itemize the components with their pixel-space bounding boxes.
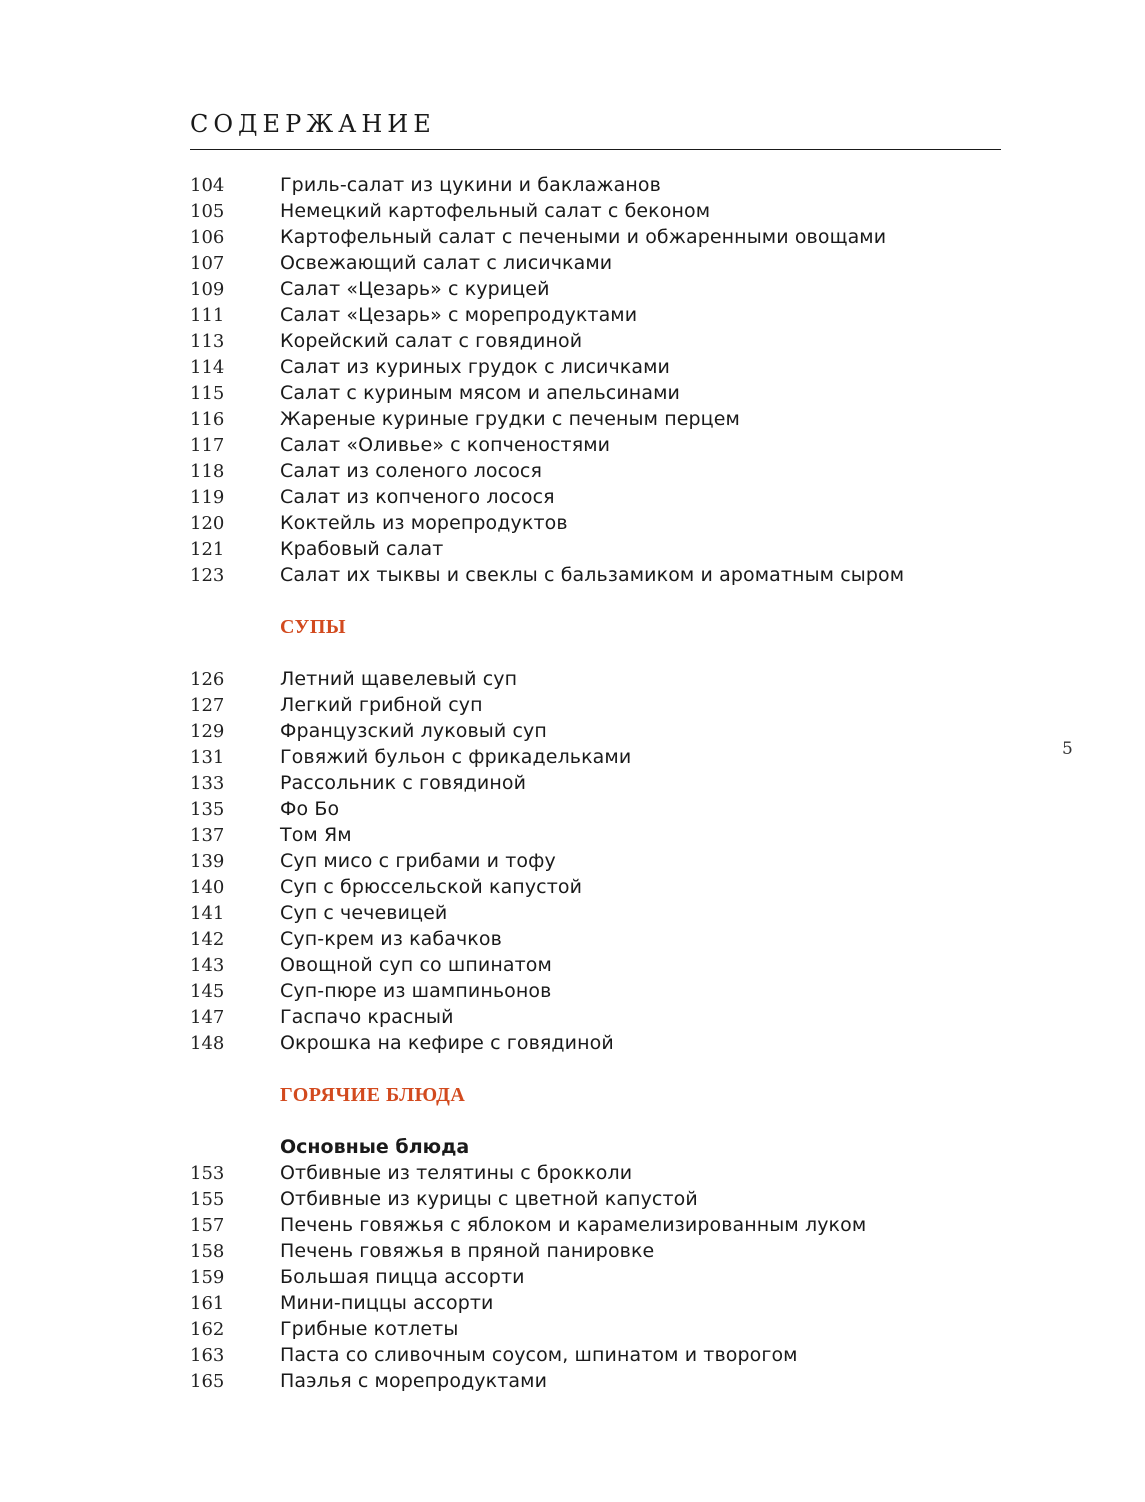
section-heading-soups: СУПЫ: [280, 615, 347, 638]
toc-entry[interactable]: [190, 796, 990, 822]
toc-entry-title: Салат из куриных грудок с лисичками: [280, 356, 670, 378]
toc-entry-page: 104: [190, 174, 225, 196]
toc-list: [190, 172, 990, 1394]
toc-entry-page: 162: [190, 1318, 225, 1340]
toc-entry[interactable]: [190, 770, 990, 796]
toc-entry-title: Освежающий салат с лисичками: [280, 252, 613, 274]
toc-entry-title: Фо Бо: [280, 798, 340, 820]
section-heading-hot-dishes: ГОРЯЧИЕ БЛЮДА: [280, 1083, 466, 1106]
toc-entry[interactable]: [190, 562, 990, 588]
toc-group-salads: [190, 172, 990, 588]
toc-entry-page: 119: [190, 486, 225, 508]
toc-entry-page: 147: [190, 1006, 225, 1028]
toc-entry-title: Картофельный салат с печеными и обжаренными овощами: [280, 226, 887, 248]
toc-entry[interactable]: [190, 952, 990, 978]
toc-entry[interactable]: [190, 666, 990, 692]
toc-entry-title: Отбивные из курицы с цветной капустой: [280, 1188, 698, 1210]
toc-entry-title: Отбивные из телятины с брокколи: [280, 1162, 633, 1184]
toc-entry-title: Овощной суп со шпинатом: [280, 954, 552, 976]
toc-entry-page: 123: [190, 564, 225, 586]
toc-entry-title: Жареные куриные грудки с печеным перцем: [280, 408, 740, 430]
toc-entry-page: 153: [190, 1162, 225, 1184]
toc-entry[interactable]: [190, 1186, 990, 1212]
toc-entry-title: Суп мисо с грибами и тофу: [280, 850, 556, 872]
toc-entry[interactable]: [190, 380, 990, 406]
toc-entry-page: 118: [190, 460, 225, 482]
toc-entry-title: Суп-пюре из шампиньонов: [280, 980, 552, 1002]
toc-entry-title: Паста со сливочным соусом, шпинатом и творогом: [280, 1344, 798, 1366]
toc-entry-title: Грибные котлеты: [280, 1318, 459, 1340]
toc-entry-page: 163: [190, 1344, 225, 1366]
toc-entry-title: Французский луковый суп: [280, 720, 547, 742]
subsection-heading-main-dishes: Основные блюда: [280, 1136, 470, 1158]
toc-entry[interactable]: [190, 978, 990, 1004]
toc-entry[interactable]: [190, 510, 990, 536]
toc-entry-page: 158: [190, 1240, 225, 1262]
toc-entry[interactable]: [190, 874, 990, 900]
toc-group-main-dishes: [190, 1160, 990, 1394]
toc-entry[interactable]: [190, 1030, 990, 1056]
toc-entry[interactable]: [190, 1290, 990, 1316]
toc-entry-title: Большая пицца ассорти: [280, 1266, 525, 1288]
toc-entry-title: Говяжий бульон с фрикадельками: [280, 746, 632, 768]
toc-entry[interactable]: [190, 328, 990, 354]
toc-entry[interactable]: [190, 1368, 990, 1394]
toc-entry-page: 114: [190, 356, 225, 378]
toc-entry-title: Суп с чечевицей: [280, 902, 448, 924]
toc-entry-page: 127: [190, 694, 225, 716]
toc-entry-title: Мини-пиццы ассорти: [280, 1292, 494, 1314]
toc-entry[interactable]: [190, 692, 990, 718]
toc-entry-title: Суп-крем из кабачков: [280, 928, 502, 950]
toc-entry-page: 120: [190, 512, 225, 534]
toc-entry-title: Паэлья с морепродуктами: [280, 1370, 548, 1392]
toc-entry-title: Немецкий картофельный салат с беконом: [280, 200, 711, 222]
toc-entry-title: Рассольник с говядиной: [280, 772, 527, 794]
toc-entry[interactable]: [190, 822, 990, 848]
toc-entry[interactable]: [190, 276, 990, 302]
toc-entry[interactable]: [190, 1342, 990, 1368]
toc-entry[interactable]: [190, 926, 990, 952]
toc-entry-page: 121: [190, 538, 225, 560]
toc-entry-title: Суп с брюссельской капустой: [280, 876, 583, 898]
toc-entry-page: 116: [190, 408, 225, 430]
toc-entry-title: Крабовый салат: [280, 538, 444, 560]
header-rule: [190, 149, 1001, 150]
toc-group-soups: [190, 666, 990, 1056]
toc-entry-page: 157: [190, 1214, 225, 1236]
toc-entry[interactable]: [190, 302, 990, 328]
toc-entry-page: 111: [190, 304, 225, 326]
toc-entry-page: 139: [190, 850, 225, 872]
toc-entry-page: 126: [190, 668, 225, 690]
toc-entry-title: Салат «Цезарь» с морепродуктами: [280, 304, 638, 326]
toc-entry-page: 137: [190, 824, 225, 846]
toc-entry-title: Салат «Оливье» с копченостями: [280, 434, 611, 456]
toc-entry[interactable]: [190, 250, 990, 276]
toc-entry-title: Салат из соленого лосося: [280, 460, 543, 482]
toc-entry[interactable]: [190, 432, 990, 458]
toc-entry-page: 145: [190, 980, 225, 1002]
toc-entry-page: 129: [190, 720, 225, 742]
toc-entry-title: Коктейль из морепродуктов: [280, 512, 568, 534]
toc-entry-page: 105: [190, 200, 225, 222]
toc-entry-title: Гаспачо красный: [280, 1006, 454, 1028]
toc-entry-page: 107: [190, 252, 225, 274]
toc-entry-page: 165: [190, 1370, 225, 1392]
toc-entry[interactable]: [190, 1160, 990, 1186]
toc-entry-title: Корейский салат с говядиной: [280, 330, 583, 352]
toc-entry-page: 117: [190, 434, 225, 456]
toc-entry-title: Гриль-салат из цукини и баклажанов: [280, 174, 661, 196]
toc-entry[interactable]: [190, 224, 990, 250]
page-header: СОДЕРЖАНИЕ: [190, 110, 436, 138]
toc-entry[interactable]: [190, 198, 990, 224]
toc-entry[interactable]: [190, 848, 990, 874]
toc-entry-page: 140: [190, 876, 225, 898]
toc-entry-page: 142: [190, 928, 225, 950]
toc-entry-page: 148: [190, 1032, 225, 1054]
toc-entry-title: Том Ям: [280, 824, 352, 846]
toc-entry-title: Печень говяжья с яблоком и карамелизированным луком: [280, 1214, 867, 1236]
toc-entry[interactable]: [190, 744, 990, 770]
toc-entry-page: 115: [190, 382, 225, 404]
toc-entry[interactable]: [190, 458, 990, 484]
toc-entry-title: Салат их тыквы и свеклы с бальзамиком и ароматным сыром: [280, 564, 905, 586]
toc-entry-page: 109: [190, 278, 225, 300]
toc-entry-page: 159: [190, 1266, 225, 1288]
toc-entry[interactable]: [190, 354, 990, 380]
toc-entry-page: 133: [190, 772, 225, 794]
toc-entry-page: 143: [190, 954, 225, 976]
toc-entry-title: Салат из копченого лосося: [280, 486, 555, 508]
toc-entry-page: 135: [190, 798, 225, 820]
toc-entry[interactable]: [190, 718, 990, 744]
toc-entry[interactable]: [190, 1264, 990, 1290]
toc-entry[interactable]: [190, 900, 990, 926]
page-number: 5: [1062, 739, 1073, 759]
toc-entry-title: Салат с куриным мясом и апельсинами: [280, 382, 680, 404]
toc-entry-title: Легкий грибной суп: [280, 694, 483, 716]
toc-entry[interactable]: [190, 1004, 990, 1030]
toc-entry-page: 106: [190, 226, 225, 248]
toc-entry-title: Салат «Цезарь» с курицей: [280, 278, 550, 300]
toc-entry[interactable]: [190, 1316, 990, 1342]
toc-entry[interactable]: [190, 1212, 990, 1238]
toc-entry-page: 131: [190, 746, 225, 768]
toc-entry[interactable]: [190, 536, 990, 562]
toc-entry-page: 161: [190, 1292, 225, 1314]
toc-entry[interactable]: [190, 406, 990, 432]
toc-entry[interactable]: [190, 484, 990, 510]
toc-entry[interactable]: [190, 1238, 990, 1264]
toc-entry-page: 113: [190, 330, 225, 352]
toc-entry-title: Окрошка на кефире с говядиной: [280, 1032, 614, 1054]
toc-entry-page: 141: [190, 902, 225, 924]
toc-entry-title: Летний щавелевый суп: [280, 668, 518, 690]
toc-entry-page: 155: [190, 1188, 225, 1210]
toc-entry[interactable]: [190, 172, 990, 198]
toc-entry-title: Печень говяжья в пряной панировке: [280, 1240, 655, 1262]
